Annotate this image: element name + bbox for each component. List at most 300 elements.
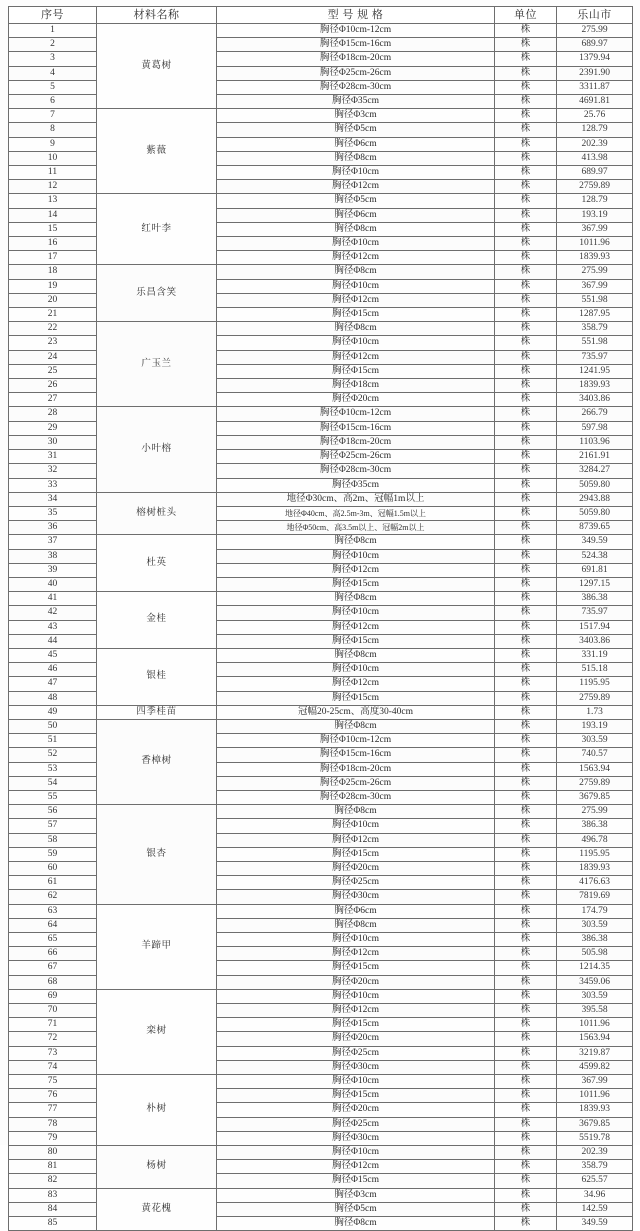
cell-unit: 株 (495, 620, 557, 634)
cell-sequence-number: 70 (9, 1004, 97, 1018)
cell-price: 193.19 (557, 208, 633, 222)
cell-sequence-number: 7 (9, 109, 97, 123)
cell-specification: 地径Φ30cm、高2m、冠幅1m以上 (217, 492, 495, 506)
table-row[interactable] (9, 535, 633, 549)
cell-unit: 株 (495, 1060, 557, 1074)
cell-specification: 胸径Φ18cm (217, 379, 495, 393)
cell-price: 275.99 (557, 265, 633, 279)
cell-material-name: 香樟树 (97, 719, 217, 804)
header-row (9, 7, 633, 24)
column-header-spec: 型 号 规 格 (217, 7, 495, 24)
cell-specification: 胸径Φ20cm (217, 861, 495, 875)
cell-sequence-number: 61 (9, 876, 97, 890)
column-header-unit: 单位 (495, 7, 557, 24)
table-row[interactable] (9, 719, 633, 733)
cell-sequence-number: 29 (9, 421, 97, 435)
cell-specification: 胸径Φ10cm (217, 1075, 495, 1089)
cell-price: 193.19 (557, 719, 633, 733)
cell-sequence-number: 72 (9, 1032, 97, 1046)
cell-unit: 株 (495, 450, 557, 464)
cell-price: 524.38 (557, 549, 633, 563)
cell-unit: 株 (495, 194, 557, 208)
cell-unit: 株 (495, 989, 557, 1003)
cell-price: 625.57 (557, 1174, 633, 1188)
cell-unit: 株 (495, 166, 557, 180)
cell-unit: 株 (495, 1075, 557, 1089)
cell-specification: 胸径Φ12cm (217, 947, 495, 961)
cell-unit: 株 (495, 592, 557, 606)
cell-price: 1214.35 (557, 961, 633, 975)
cell-specification: 胸径Φ15cm (217, 961, 495, 975)
cell-specification: 胸径Φ8cm (217, 322, 495, 336)
cell-price: 5519.78 (557, 1131, 633, 1145)
cell-specification: 胸径Φ10cm-12cm (217, 407, 495, 421)
cell-price: 386.38 (557, 592, 633, 606)
cell-specification: 胸径Φ15cm (217, 691, 495, 705)
cell-material-name: 四季桂苗 (97, 705, 217, 719)
cell-price: 3679.85 (557, 1117, 633, 1131)
cell-unit: 株 (495, 776, 557, 790)
cell-specification: 胸径Φ6cm (217, 904, 495, 918)
cell-sequence-number: 4 (9, 66, 97, 80)
cell-specification: 胸径Φ18cm-20cm (217, 435, 495, 449)
cell-price: 413.98 (557, 151, 633, 165)
cell-material-name: 榕树桩头 (97, 492, 217, 535)
cell-unit: 株 (495, 393, 557, 407)
cell-material-name: 杜英 (97, 535, 217, 592)
cell-sequence-number: 80 (9, 1146, 97, 1160)
cell-unit: 株 (495, 435, 557, 449)
cell-specification: 地径Φ50cm、高3.5m以上、冠幅2m以上 (217, 521, 495, 535)
cell-price: 2391.90 (557, 66, 633, 80)
table-row[interactable] (9, 1146, 633, 1160)
cell-sequence-number: 18 (9, 265, 97, 279)
table-row[interactable] (9, 322, 633, 336)
cell-specification: 胸径Φ18cm-20cm (217, 762, 495, 776)
cell-price: 34.96 (557, 1188, 633, 1202)
cell-specification: 胸径Φ8cm (217, 1217, 495, 1231)
cell-sequence-number: 46 (9, 663, 97, 677)
cell-material-name: 金桂 (97, 592, 217, 649)
table-row[interactable] (9, 407, 633, 421)
cell-price: 8739.65 (557, 521, 633, 535)
cell-material-name: 栾树 (97, 989, 217, 1074)
cell-sequence-number: 74 (9, 1060, 97, 1074)
cell-specification: 胸径Φ10cm (217, 237, 495, 251)
cell-specification: 胸径Φ30cm (217, 1060, 495, 1074)
cell-specification: 胸径Φ5cm (217, 123, 495, 137)
cell-unit: 株 (495, 1202, 557, 1216)
cell-sequence-number: 50 (9, 719, 97, 733)
cell-unit: 株 (495, 677, 557, 691)
cell-specification: 胸径Φ25cm (217, 1046, 495, 1060)
cell-sequence-number: 33 (9, 478, 97, 492)
cell-price: 551.98 (557, 293, 633, 307)
table-row[interactable] (9, 492, 633, 506)
cell-unit: 株 (495, 748, 557, 762)
cell-price: 1839.93 (557, 379, 633, 393)
cell-price: 202.39 (557, 1146, 633, 1160)
cell-sequence-number: 10 (9, 151, 97, 165)
cell-unit: 株 (495, 1174, 557, 1188)
cell-specification: 胸径Φ15cm-16cm (217, 748, 495, 762)
cell-unit: 株 (495, 1146, 557, 1160)
cell-specification: 胸径Φ20cm (217, 975, 495, 989)
cell-specification: 胸径Φ10cm (217, 336, 495, 350)
cell-price: 691.81 (557, 563, 633, 577)
cell-unit: 株 (495, 279, 557, 293)
cell-specification: 胸径Φ5cm (217, 194, 495, 208)
cell-unit: 株 (495, 947, 557, 961)
cell-price: 3219.87 (557, 1046, 633, 1060)
cell-unit: 株 (495, 805, 557, 819)
cell-sequence-number: 68 (9, 975, 97, 989)
cell-unit: 株 (495, 293, 557, 307)
cell-unit: 株 (495, 663, 557, 677)
cell-price: 331.19 (557, 648, 633, 662)
cell-sequence-number: 53 (9, 762, 97, 776)
table-row[interactable] (9, 705, 633, 719)
cell-price: 7819.69 (557, 890, 633, 904)
cell-price: 1839.93 (557, 1103, 633, 1117)
cell-specification: 胸径Φ15cm (217, 1018, 495, 1032)
cell-sequence-number: 17 (9, 251, 97, 265)
cell-price: 1011.96 (557, 1089, 633, 1103)
cell-sequence-number: 64 (9, 918, 97, 932)
cell-unit: 株 (495, 322, 557, 336)
cell-price: 1839.93 (557, 251, 633, 265)
cell-specification: 胸径Φ8cm (217, 805, 495, 819)
cell-price: 735.97 (557, 606, 633, 620)
cell-price: 2759.89 (557, 691, 633, 705)
cell-sequence-number: 39 (9, 563, 97, 577)
cell-specification: 冠幅20-25cm、高度30-40cm (217, 705, 495, 719)
cell-price: 386.38 (557, 933, 633, 947)
cell-specification: 胸径Φ30cm (217, 890, 495, 904)
cell-price: 202.39 (557, 137, 633, 151)
cell-sequence-number: 84 (9, 1202, 97, 1216)
cell-sequence-number: 48 (9, 691, 97, 705)
cell-specification: 胸径Φ8cm (217, 648, 495, 662)
material-price-table (8, 6, 633, 1231)
cell-specification: 胸径Φ3cm (217, 1188, 495, 1202)
cell-price: 597.98 (557, 421, 633, 435)
cell-unit: 株 (495, 904, 557, 918)
cell-unit: 株 (495, 109, 557, 123)
table-row[interactable] (9, 989, 633, 1003)
cell-specification: 胸径Φ3cm (217, 109, 495, 123)
cell-price: 367.99 (557, 1075, 633, 1089)
cell-price: 128.79 (557, 194, 633, 208)
cell-price: 3679.85 (557, 790, 633, 804)
cell-sequence-number: 56 (9, 805, 97, 819)
cell-sequence-number: 76 (9, 1089, 97, 1103)
cell-specification: 胸径Φ20cm (217, 1103, 495, 1117)
cell-sequence-number: 26 (9, 379, 97, 393)
cell-unit: 株 (495, 1131, 557, 1145)
cell-unit: 株 (495, 762, 557, 776)
cell-specification: 胸径Φ8cm (217, 265, 495, 279)
cell-unit: 株 (495, 833, 557, 847)
cell-sequence-number: 63 (9, 904, 97, 918)
cell-sequence-number: 71 (9, 1018, 97, 1032)
cell-price: 303.59 (557, 989, 633, 1003)
cell-unit: 株 (495, 734, 557, 748)
cell-specification: 胸径Φ15cm (217, 308, 495, 322)
cell-sequence-number: 57 (9, 819, 97, 833)
cell-unit: 株 (495, 1089, 557, 1103)
cell-unit: 株 (495, 265, 557, 279)
cell-sequence-number: 49 (9, 705, 97, 719)
cell-sequence-number: 28 (9, 407, 97, 421)
cell-sequence-number: 13 (9, 194, 97, 208)
cell-specification: 胸径Φ12cm (217, 293, 495, 307)
table-row[interactable] (9, 194, 633, 208)
cell-price: 4691.81 (557, 95, 633, 109)
cell-material-name: 银桂 (97, 648, 217, 705)
cell-price: 1297.15 (557, 577, 633, 591)
cell-price: 689.97 (557, 38, 633, 52)
cell-price: 3459.06 (557, 975, 633, 989)
cell-specification: 胸径Φ20cm (217, 1032, 495, 1046)
cell-price: 1287.95 (557, 308, 633, 322)
cell-specification: 胸径Φ10cm (217, 166, 495, 180)
cell-unit: 株 (495, 890, 557, 904)
cell-price: 1195.95 (557, 677, 633, 691)
cell-price: 4176.63 (557, 876, 633, 890)
cell-sequence-number: 65 (9, 933, 97, 947)
cell-sequence-number: 38 (9, 549, 97, 563)
cell-price: 128.79 (557, 123, 633, 137)
cell-sequence-number: 44 (9, 634, 97, 648)
cell-material-name: 羊蹄甲 (97, 904, 217, 989)
table-row[interactable] (9, 109, 633, 123)
cell-unit: 株 (495, 407, 557, 421)
cell-sequence-number: 12 (9, 180, 97, 194)
cell-specification: 胸径Φ35cm (217, 478, 495, 492)
cell-price: 275.99 (557, 805, 633, 819)
cell-unit: 株 (495, 1217, 557, 1231)
cell-price: 3311.87 (557, 80, 633, 94)
cell-unit: 株 (495, 535, 557, 549)
cell-price: 1563.94 (557, 762, 633, 776)
cell-material-name: 红叶李 (97, 194, 217, 265)
cell-unit: 株 (495, 379, 557, 393)
cell-material-name: 乐昌含笑 (97, 265, 217, 322)
cell-price: 25.76 (557, 109, 633, 123)
cell-specification: 胸径Φ28cm-30cm (217, 790, 495, 804)
cell-specification: 胸径Φ12cm (217, 251, 495, 265)
cell-specification: 胸径Φ8cm (217, 151, 495, 165)
cell-sequence-number: 58 (9, 833, 97, 847)
cell-specification: 胸径Φ8cm (217, 719, 495, 733)
cell-sequence-number: 67 (9, 961, 97, 975)
cell-unit: 株 (495, 975, 557, 989)
cell-sequence-number: 19 (9, 279, 97, 293)
cell-sequence-number: 81 (9, 1160, 97, 1174)
cell-unit: 株 (495, 208, 557, 222)
cell-specification: 胸径Φ10cm (217, 663, 495, 677)
cell-specification: 胸径Φ15cm (217, 1174, 495, 1188)
table-row[interactable] (9, 648, 633, 662)
cell-price: 1517.94 (557, 620, 633, 634)
cell-unit: 株 (495, 38, 557, 52)
cell-sequence-number: 45 (9, 648, 97, 662)
table-row[interactable] (9, 904, 633, 918)
cell-specification: 胸径Φ15cm (217, 847, 495, 861)
cell-unit: 株 (495, 861, 557, 875)
cell-unit: 株 (495, 691, 557, 705)
cell-unit: 株 (495, 719, 557, 733)
cell-price: 2759.89 (557, 776, 633, 790)
cell-specification: 胸径Φ12cm (217, 1160, 495, 1174)
table-row[interactable] (9, 1075, 633, 1089)
cell-specification: 胸径Φ8cm (217, 918, 495, 932)
cell-specification: 胸径Φ25cm-26cm (217, 450, 495, 464)
cell-price: 1.73 (557, 705, 633, 719)
cell-price: 5059.80 (557, 506, 633, 520)
cell-unit: 株 (495, 478, 557, 492)
cell-specification: 胸径Φ10cm (217, 819, 495, 833)
cell-sequence-number: 55 (9, 790, 97, 804)
cell-unit: 株 (495, 492, 557, 506)
cell-unit: 株 (495, 1046, 557, 1060)
cell-unit: 株 (495, 1160, 557, 1174)
cell-unit: 株 (495, 123, 557, 137)
cell-specification: 胸径Φ5cm (217, 1202, 495, 1216)
cell-sequence-number: 42 (9, 606, 97, 620)
cell-specification: 胸径Φ35cm (217, 95, 495, 109)
cell-material-name: 小叶榕 (97, 407, 217, 492)
cell-sequence-number: 2 (9, 38, 97, 52)
cell-price: 367.99 (557, 222, 633, 236)
cell-price: 1195.95 (557, 847, 633, 861)
cell-unit: 株 (495, 66, 557, 80)
table-row[interactable] (9, 805, 633, 819)
cell-unit: 株 (495, 251, 557, 265)
cell-sequence-number: 79 (9, 1131, 97, 1145)
cell-specification: 胸径Φ28cm-30cm (217, 80, 495, 94)
cell-price: 349.59 (557, 535, 633, 549)
cell-price: 367.99 (557, 279, 633, 293)
cell-unit: 株 (495, 237, 557, 251)
cell-price: 3284.27 (557, 464, 633, 478)
cell-unit: 株 (495, 52, 557, 66)
table-row[interactable] (9, 265, 633, 279)
table-body (9, 24, 633, 1231)
cell-unit: 株 (495, 933, 557, 947)
cell-specification: 胸径Φ15cm-16cm (217, 421, 495, 435)
cell-sequence-number: 73 (9, 1046, 97, 1060)
cell-sequence-number: 15 (9, 222, 97, 236)
cell-sequence-number: 30 (9, 435, 97, 449)
cell-material-name: 紫薇 (97, 109, 217, 194)
cell-price: 505.98 (557, 947, 633, 961)
cell-unit: 株 (495, 876, 557, 890)
cell-price: 689.97 (557, 166, 633, 180)
cell-sequence-number: 20 (9, 293, 97, 307)
cell-sequence-number: 9 (9, 137, 97, 151)
cell-sequence-number: 35 (9, 506, 97, 520)
cell-unit: 株 (495, 1188, 557, 1202)
cell-price: 3403.86 (557, 634, 633, 648)
cell-price: 2943.88 (557, 492, 633, 506)
cell-material-name: 广玉兰 (97, 322, 217, 407)
cell-price: 2161.91 (557, 450, 633, 464)
cell-unit: 株 (495, 364, 557, 378)
cell-unit: 株 (495, 606, 557, 620)
cell-unit: 株 (495, 648, 557, 662)
cell-sequence-number: 51 (9, 734, 97, 748)
cell-material-name: 朴树 (97, 1075, 217, 1146)
cell-unit: 株 (495, 506, 557, 520)
cell-sequence-number: 34 (9, 492, 97, 506)
cell-sequence-number: 62 (9, 890, 97, 904)
cell-sequence-number: 77 (9, 1103, 97, 1117)
cell-unit: 株 (495, 222, 557, 236)
cell-specification: 胸径Φ12cm (217, 180, 495, 194)
cell-price: 1241.95 (557, 364, 633, 378)
table-row[interactable] (9, 592, 633, 606)
cell-specification: 胸径Φ10cm (217, 1146, 495, 1160)
cell-specification: 胸径Φ25cm-26cm (217, 776, 495, 790)
cell-price: 358.79 (557, 322, 633, 336)
cell-unit: 株 (495, 549, 557, 563)
cell-specification: 胸径Φ10cm (217, 279, 495, 293)
cell-sequence-number: 1 (9, 24, 97, 38)
cell-sequence-number: 36 (9, 521, 97, 535)
cell-unit: 株 (495, 961, 557, 975)
table-row[interactable] (9, 1188, 633, 1202)
cell-unit: 株 (495, 308, 557, 322)
cell-unit: 株 (495, 1004, 557, 1018)
cell-sequence-number: 75 (9, 1075, 97, 1089)
cell-price: 174.79 (557, 904, 633, 918)
cell-price: 515.18 (557, 663, 633, 677)
cell-unit: 株 (495, 336, 557, 350)
cell-price: 1563.94 (557, 1032, 633, 1046)
cell-sequence-number: 78 (9, 1117, 97, 1131)
cell-price: 496.78 (557, 833, 633, 847)
table-row[interactable] (9, 24, 633, 38)
cell-price: 1379.94 (557, 52, 633, 66)
cell-sequence-number: 41 (9, 592, 97, 606)
cell-material-name: 黄葛树 (97, 24, 217, 109)
cell-unit: 株 (495, 95, 557, 109)
cell-unit: 株 (495, 80, 557, 94)
cell-unit: 株 (495, 421, 557, 435)
cell-specification: 胸径Φ10cm (217, 606, 495, 620)
cell-sequence-number: 23 (9, 336, 97, 350)
cell-specification: 胸径Φ15cm-16cm (217, 38, 495, 52)
cell-specification: 胸径Φ25cm-26cm (217, 66, 495, 80)
cell-price: 4599.82 (557, 1060, 633, 1074)
cell-unit: 株 (495, 705, 557, 719)
cell-price: 551.98 (557, 336, 633, 350)
cell-price: 386.38 (557, 819, 633, 833)
cell-unit: 株 (495, 24, 557, 38)
cell-specification: 地径Φ40cm、高2.5m-3m、冠幅1.5m以上 (217, 506, 495, 520)
cell-sequence-number: 6 (9, 95, 97, 109)
cell-specification: 胸径Φ12cm (217, 620, 495, 634)
cell-specification: 胸径Φ20cm (217, 393, 495, 407)
cell-specification: 胸径Φ15cm (217, 364, 495, 378)
cell-sequence-number: 85 (9, 1217, 97, 1231)
cell-unit: 株 (495, 563, 557, 577)
cell-specification: 胸径Φ12cm (217, 677, 495, 691)
cell-unit: 株 (495, 464, 557, 478)
cell-sequence-number: 27 (9, 393, 97, 407)
